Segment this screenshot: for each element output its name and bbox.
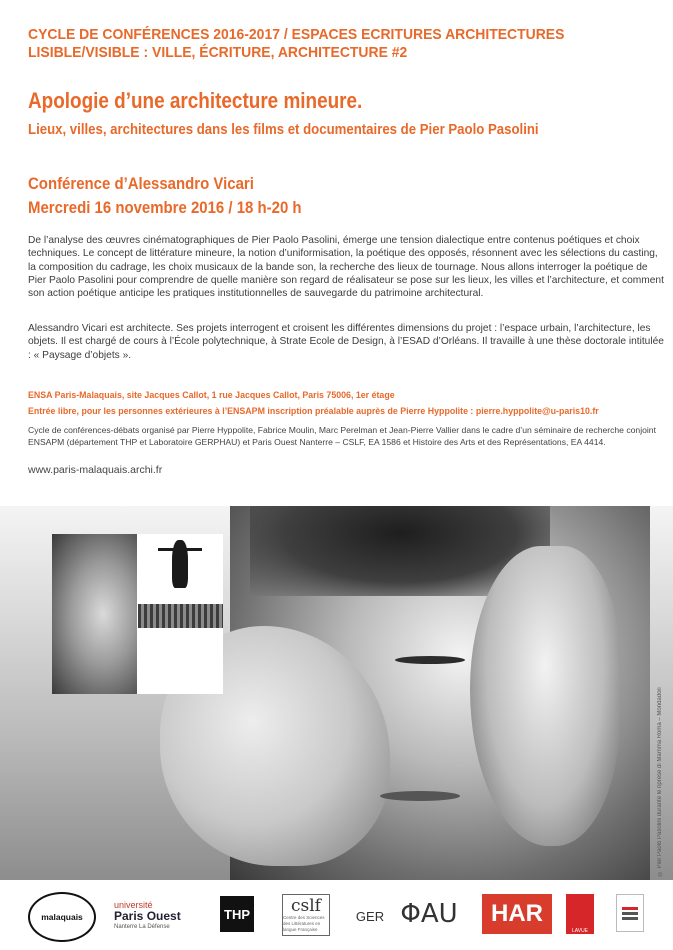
institution-logo-bar bbox=[622, 907, 638, 910]
paris-ouest-logo bbox=[114, 890, 188, 940]
ger-logo bbox=[352, 902, 388, 930]
paris-ouest-univ: université bbox=[114, 899, 153, 910]
body-paragraph-2: Alessandro Vicari est architecte. Ses projets interrogent et croisent les différentes dimensions du projet : l’espace urbain, l’architecture, les objets. Il est chargé de cours à l’École polytechnique, à Strate Ecole de Design, à l’ESAD d’Orléans. Il travaille à une thèse doctorale intitulée : « Paysage d’objets ». bbox=[28, 323, 664, 361]
cslf-logo-text: cslf bbox=[291, 896, 321, 916]
cycle-line-1: CYCLE DE CONFÉRENCES 2016-2017 / ESPACES ECRITURES ARCHITECTURES bbox=[28, 26, 565, 43]
cycle-line-2: LISIBLE/VISIBLE : VILLE, ÉCRITURE, ARCHITECTURE #2 bbox=[28, 44, 408, 61]
inset-collage bbox=[52, 534, 223, 694]
lavue-logo-text: LAVUE bbox=[571, 928, 589, 934]
institution-logo bbox=[616, 894, 644, 932]
paris-ouest-name: Paris Ouest bbox=[114, 908, 181, 923]
inset-hand-photo bbox=[52, 534, 137, 694]
cslf-logo bbox=[282, 894, 330, 936]
har-logo-text: HAR bbox=[491, 900, 543, 927]
floating-figure bbox=[172, 540, 188, 588]
page-subtitle: Lieux, villes, architectures dans les films et documentaires de Pier Paolo Pasolini bbox=[28, 121, 539, 138]
phiau-logo-text: ΦAU bbox=[400, 899, 458, 929]
organizer-credits: Cycle de conférences-débats organisé par Pierre Hyppolite, Fabrice Moulin, Marc Perelman et Jean-Pierre Vallier dans le cadre d’un séminaire de recherche conjoint ENSAPM (département THP et Laboratoire GERPHAU) et Paris Ouest Nanterre – CSLF, EA 1586 et Histoire des Arts et des Représentations, EA 4414. bbox=[28, 425, 656, 447]
paris-ouest-sub: Nanterre La Défense bbox=[114, 923, 170, 930]
mouth-shape bbox=[380, 791, 460, 801]
malaquais-logo-text: malaquais bbox=[41, 912, 83, 922]
body-paragraph-1: De l’analyse des œuvres cinématographiques de Pier Paolo Pasolini, émerge une tension dialectique entre contenus poétiques et choix techniques. Le concept de littérature mineure, la notion d’uniformisation, la poétique des opposés, résonnent avec les sélections du casting, la composition du cadrage, les choix musicaux de la bande son, la recherche des lieux de tournage. Nous allons interroger la poétique de Pier Paolo Pasolini pour comprendre de quelle manière son regard de réalisateur se pose sur les lieux, les villes et l’architecture, et comment son action poétique anticipe les pratiques institutionnelles de sauvegarde du patrimoine architectural. bbox=[28, 235, 664, 300]
thp-logo bbox=[220, 896, 254, 932]
malaquais-logo bbox=[28, 892, 96, 942]
date-line: Mercredi 16 novembre 2016 / 18 h-20 h bbox=[28, 198, 302, 217]
cycle-heading bbox=[28, 26, 605, 62]
partner-logos bbox=[0, 880, 673, 950]
closed-eyes bbox=[395, 656, 465, 664]
event-info bbox=[28, 172, 302, 220]
website-link[interactable]: www.paris-malaquais.archi.fr bbox=[28, 464, 163, 476]
page-title: Apologie d’une architecture mineure. bbox=[28, 88, 363, 113]
inset-blank bbox=[138, 628, 223, 694]
venue-entry: Entrée libre, pour les personnes extérieures à l’ENSAPM inscription préalable auprès de Pierre Hyppolite : pierre.hyppolite@u-paris10.fr bbox=[28, 406, 599, 417]
photo-credit: © Pier Paolo Pasolini durante le riprese di Mamma Roma – Mondadori bbox=[657, 687, 663, 876]
lavue-logo bbox=[566, 894, 594, 934]
cslf-logo-sub: Centre des Sciences des Littératures en langue Française bbox=[283, 915, 325, 932]
venue-address: ENSA Paris-Malaquais, site Jacques Callot, 1 rue Jacques Callot, Paris 75006, 1er étage bbox=[28, 390, 395, 401]
inset-figure-photo bbox=[138, 534, 223, 604]
inset-roof-photo bbox=[138, 604, 223, 628]
ger-logo-text: GER bbox=[355, 908, 385, 924]
speaker-line: Conférence d’Alessandro Vicari bbox=[28, 174, 254, 193]
institution-logo-bar bbox=[622, 912, 638, 915]
venue-info bbox=[28, 388, 599, 420]
har-logo bbox=[482, 894, 552, 934]
institution-logo-bar bbox=[622, 917, 638, 920]
phiau-logo bbox=[388, 894, 470, 934]
thp-logo-text: THP bbox=[224, 906, 250, 922]
